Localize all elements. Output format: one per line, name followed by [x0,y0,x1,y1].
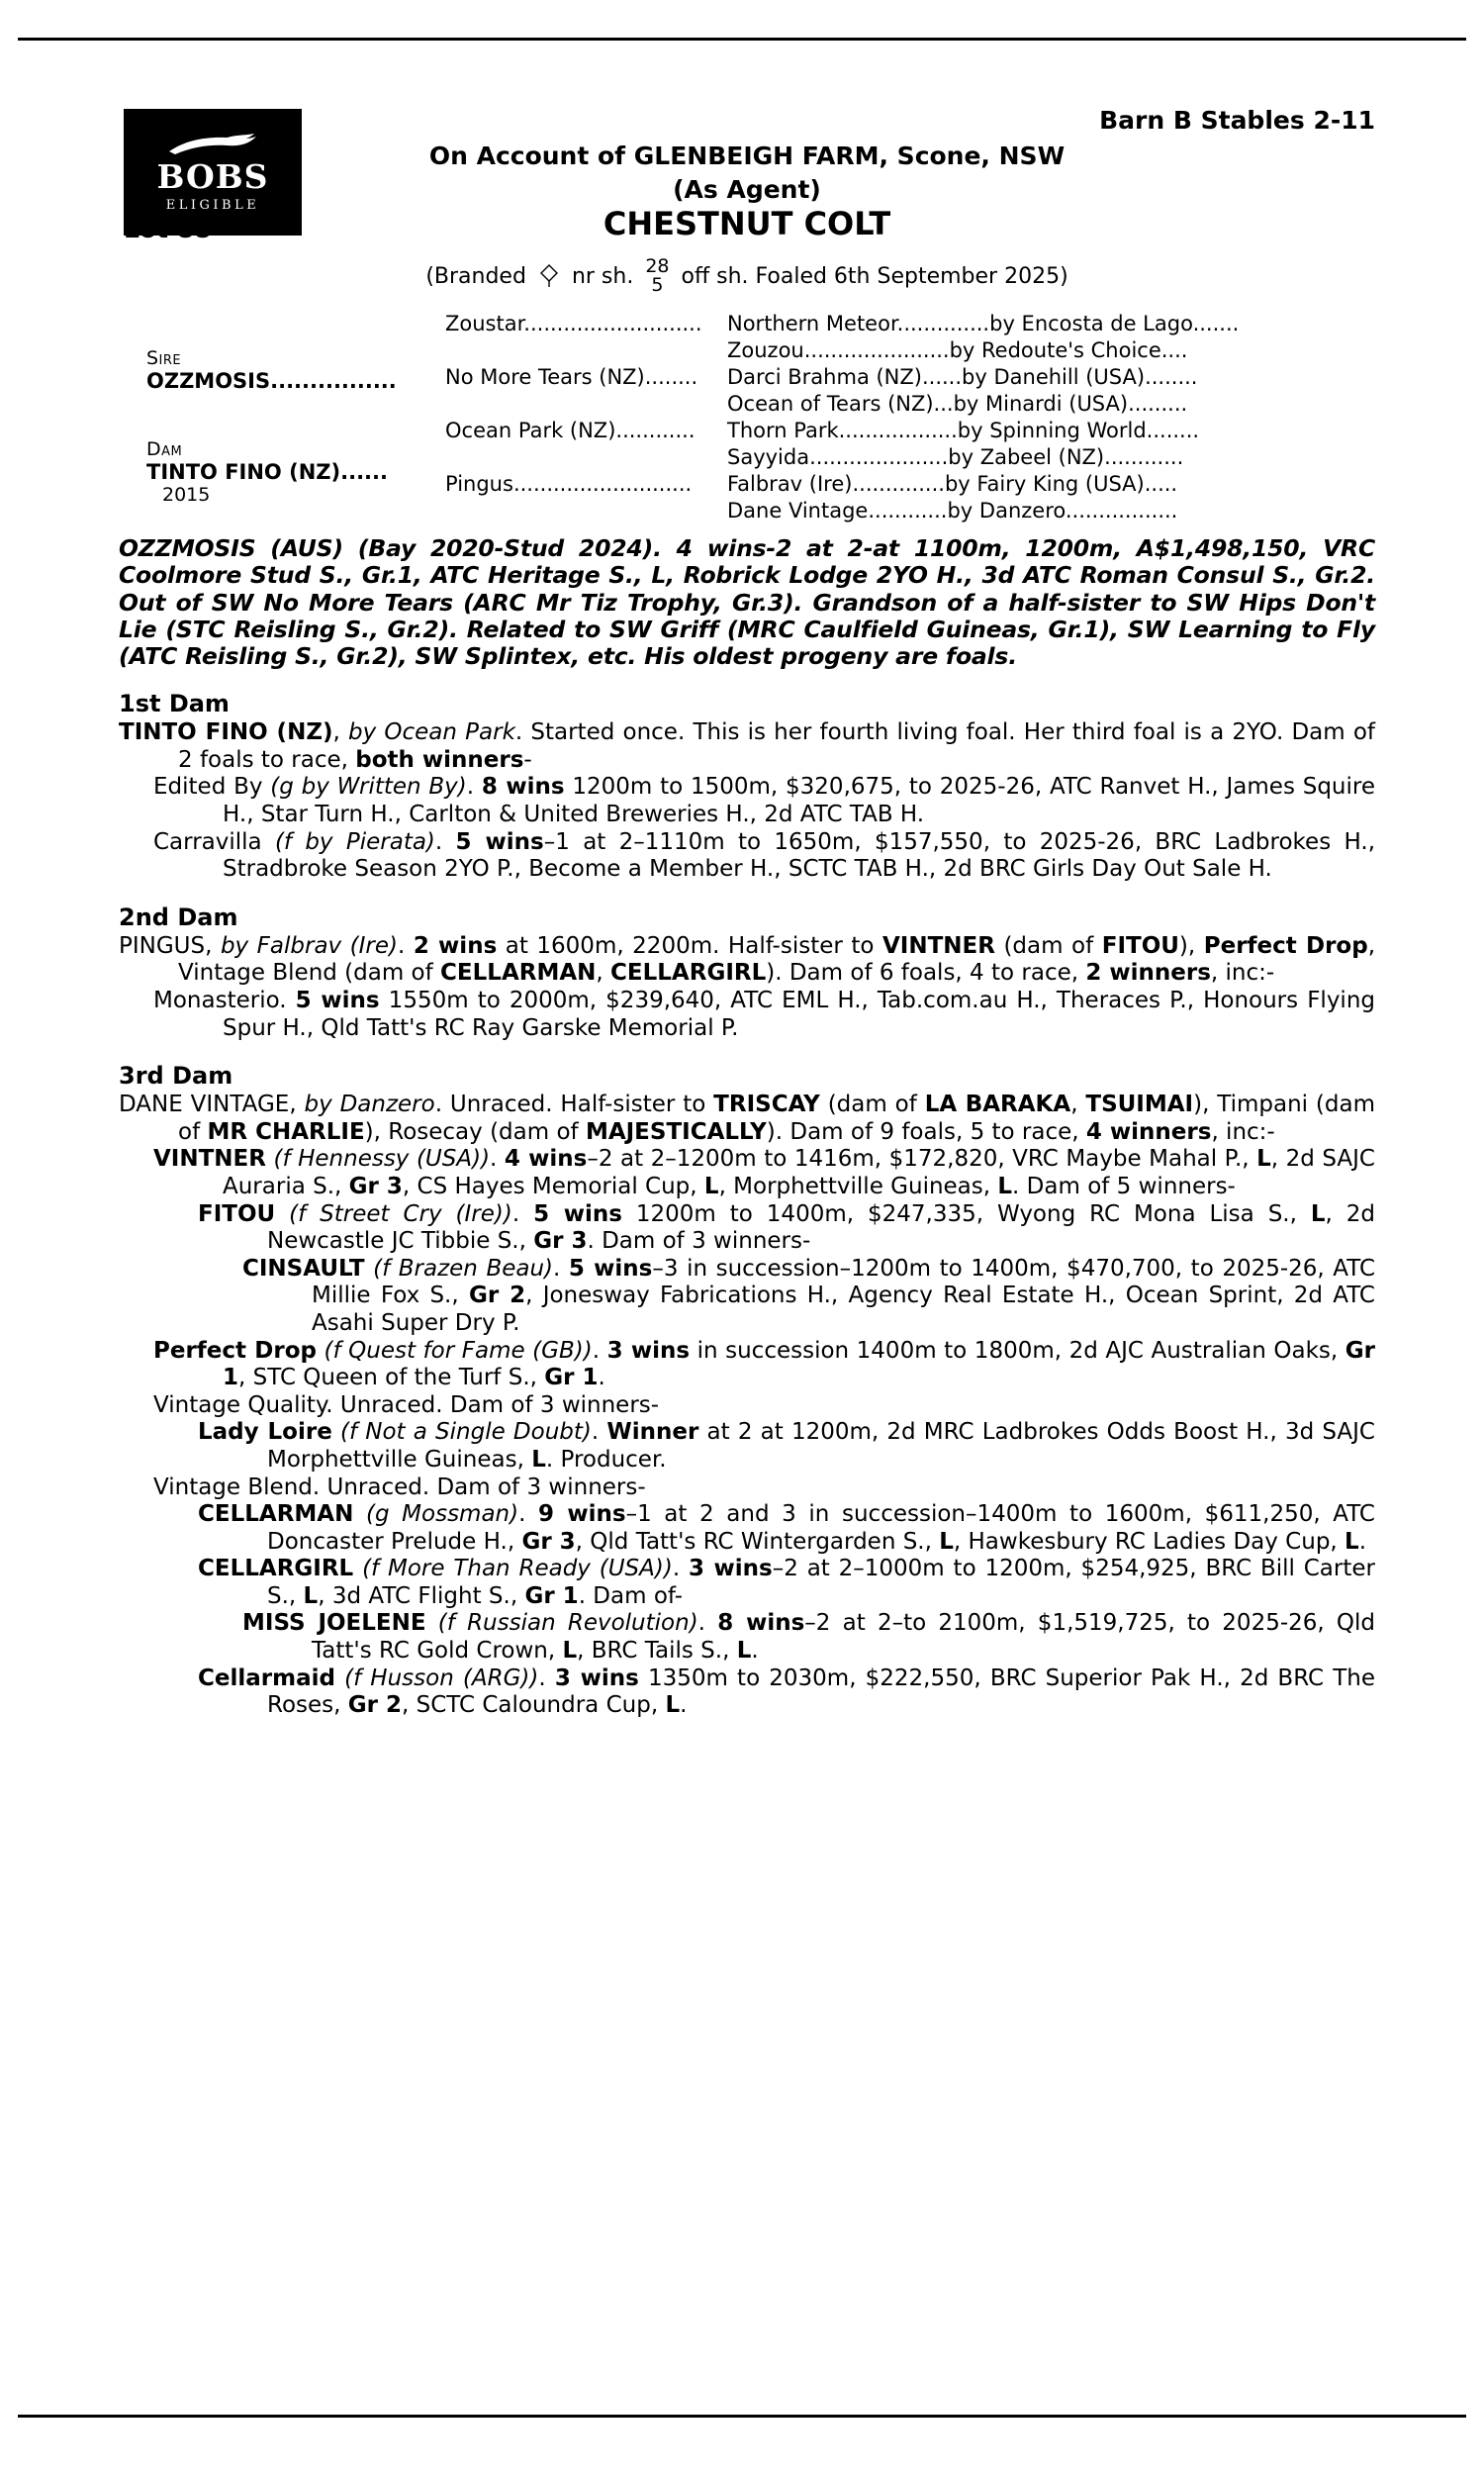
gg-by: by Spinning World [957,419,1147,442]
dots: ........ [1145,365,1198,389]
pedigree-col-parents [146,312,433,506]
dots: ..................... [809,445,949,469]
grandparent-name: Zoustar [445,312,524,335]
dots: ... [933,392,954,416]
gg-name: Ocean of Tears (NZ) [727,392,934,416]
dots: ................. [1065,499,1178,523]
sire-summary-paragraph: OZZMOSIS (AUS) (Bay 2020-Stud 2024). 4 wins-2 at 2-at 1100m, 1200m, A$1,498,150, VRC Coolmore Stud S., Gr.1, ATC Heritage S., L, Robrick Lodge 2YO H., 3d ATC Roman Consul S., Gr.2. Out of SW No More Tears (ARC Mr Tiz Trophy, Gr.3). Grandson of a half-sister to SW Hips Don't Lie (STC Reisling S., Gr.2). Related to SW Griff (MRC Caulfield Guineas, Gr.1), SW Learning to Fly (ATC Reisling S., Gr.2), SW Splintex, etc. His oldest progeny are foals. [119,534,1375,670]
dots: ....... [1192,312,1240,335]
grandparent-row [445,419,732,472]
greatgrandparent-row [727,499,1360,525]
gg-name: Thorn Park [727,419,839,442]
gg-name: Sayyida [727,445,810,469]
pedigree-entry: Vintage Quality. Unraced. Dam of 3 winners- [153,1391,660,1418]
dots: .... [1160,338,1188,362]
account-line: On Account of GLENBEIGH FARM, Scone, NSW [428,142,1066,170]
pedigree-sections [119,690,1375,1720]
dots: ........................... [512,472,693,496]
top-rule [18,38,1466,41]
page-header [119,94,1375,252]
branded-near-shoulder: nr sh. [571,264,634,289]
branded-suffix: off sh. Foaled 6th September 2025) [681,264,1068,289]
gg-by: by Zabeel (NZ) [948,445,1105,469]
pedigree-col-greatgrandparents [727,312,1360,525]
greatgrandparent-row [727,445,1360,472]
dots: ........ [644,365,698,389]
pedigree-entry: PINGUS, by Falbrav (Ire). 2 wins at 1600m, 2200m. Half-sister to VINTNER (dam of FITOU), Perfect Drop, Vintage Blend (dam of CELLARMAN, CELLARGIRL). Dam of 6 foals, 4 to race, 2 winners, inc:- [119,932,1375,987]
brand-number-top: 28 [645,255,670,277]
pedigree-table [119,312,1375,527]
gg-name: Dane Vintage [727,499,869,523]
pedigree-col-grandparents [445,312,732,525]
greatgrandparent-row [727,338,1360,365]
gg-by: by Danzero [947,499,1066,523]
colour-sex-title: CHESTNUT COLT [603,205,891,242]
pedigree-entry: CINSAULT (f Brazen Beau). 5 wins–3 in succession–1200m to 1400m, $470,700, to 2025-26, ATC Millie Fox S., Gr 2, Jonesway Fabrications H., Agency Real Estate H., Ocean Sprint, 2d ATC Asahi Super Dry P. [242,1255,1376,1336]
gg-name: Darci Brahma (NZ) [727,365,922,389]
pedigree-entry: CELLARGIRL (f More Than Ready (USA)). 3 wins–2 at 2–1000m to 1200m, $254,925, BRC Bill Carter S., L, 3d ATC Flight S., Gr 1. Dam of- [198,1556,1375,1609]
greatgrandparent-row [727,472,1360,499]
logo-sub-text: ELIGIBLE [165,197,260,213]
pedigree-entry: Monasterio. 5 wins 1550m to 2000m, $239,640, ATC EML H., Tab.com.au H., Theraces P., Honours Flying Spur H., Qld Tatt's RC Ray Garske Memorial P. [153,988,1375,1041]
dots: ........ [1146,419,1200,442]
sire-label: Sire [146,347,182,369]
dots: ............ [615,419,696,442]
pedigree-entry: TINTO FINO (NZ), by Ocean Park. Started once. This is her fourth living foal. Her third foal is a 2YO. Dam of 2 foals to race, both winners- [119,719,1375,773]
greatgrandparent-row [727,392,1360,419]
dots: ...................... [803,338,950,362]
sire-name: OZZMOSIS................ [146,369,397,393]
dots: ........................... [523,312,702,335]
brand-number-fraction [645,257,669,295]
branded-prefix: (Branded [425,264,526,289]
branded-line [119,255,1375,304]
dots: .............. [896,312,990,335]
greatgrandparent-row [727,365,1360,392]
pedigree-entry: Perfect Drop (f Quest for Fame (GB)). 3 wins in succession 1400m to 1800m, 2d AJC Australian Oaks, Gr 1, STC Queen of the Turf S., Gr 1. [153,1337,1376,1391]
dots: ............ [868,499,948,523]
bottom-rule [18,2415,1466,2418]
gg-by: by Danehill (USA) [962,365,1146,389]
dots: ...... [921,365,963,389]
pedigree-entry: DANE VINTAGE, by Danzero. Unraced. Half-sister to TRISCAY (dam of LA BARAKA, TSUIMAI), Timpani (dam of MR CHARLIE), Rosecay (dam of MAJESTICALLY). Dam of 9 foals, 5 to race, 4 winners, inc:- [119,1092,1376,1145]
pedigree-entry: Lady Loire (f Not a Single Doubt). Winner at 2 at 1200m, 2d MRC Ladbrokes Odds Boost H., 3d SAJC Morphettville Guineas, L. Producer. [198,1419,1375,1473]
brand-symbol-icon [537,263,561,289]
pedigree-entry: CELLARMAN (g Mossman). 9 wins–1 at 2 and 3 in succession–1400m to 1600m, $611,250, ATC Doncaster Prelude H., Gr 3, Qld Tatt's RC Wintergarden S., L, Hawkesbury RC Ladies Day Cup, L. [198,1501,1375,1555]
dots: ..... [1144,472,1178,496]
gg-by: by Fairy King (USA) [944,472,1145,496]
greatgrandparent-row [727,312,1360,338]
dots: ......... [1128,392,1188,416]
agent-line: (As Agent) [673,175,821,204]
grandparent-row [445,312,732,365]
grandparent-name: Pingus [445,472,513,496]
pedigree-entry: Cellarmaid (f Husson (ARG)). 3 wins 1350m to 2030m, $222,550, BRC Superior Pak H., 2d BRC The Roses, Gr 2, SCTC Caloundra Cup, L. [198,1665,1376,1719]
pedigree-entry: Carravilla (f by Pierata). 5 wins–1 at 2–1110m to 1650m, $157,550, to 2025-26, BRC Ladbrokes H., Stradbroke Season 2YO P., Become a Member H., SCTC TAB H., 2d BRC Girls Day Out Sale H. [153,828,1375,883]
dots: .............. [852,472,945,496]
gg-by: by Minardi (USA) [953,392,1129,416]
grandparent-name: Ocean Park (NZ) [445,419,616,442]
pedigree-entry: MISS JOELENE (f Russian Revolution). 8 wins–2 at 2–to 2100m, $1,519,725, to 2025-26, Qld Tatt's RC Gold Crown, L, BRC Tails S., L. [242,1610,1376,1665]
gg-name: Falbrav (Ire) [727,472,853,496]
gg-name: Zouzou [727,338,804,362]
dam-section-heading: 1st Dam [119,690,230,718]
dam-section-heading: 3rd Dam [119,1062,233,1091]
page-content [119,94,1375,1720]
pedigree-entry: Edited By (g by Written By). 8 wins 1200m to 1500m, $320,675, to 2025-26, ATC Ranvet H., James Squire H., Star Turn H., Carlton & United Breweries H., 2d ATC TAB H. [153,774,1375,828]
grandparent-row [445,365,732,419]
dam-name: TINTO FINO (NZ)...... [146,460,388,484]
gg-by: by Encosta de Lago [989,312,1193,335]
lot-number: Lot 88 [124,215,212,243]
pedigree-entry: Vintage Blend. Unraced. Dam of 3 winners- [153,1474,646,1500]
logo-main-text: BOBS [156,156,269,196]
greatgrandparent-row [727,419,1360,445]
dam-label: Dam [146,438,183,460]
pedigree-entry: VINTNER (f Hennessy (USA)). 4 wins–2 at 2–1200m to 1416m, $172,820, VRC Maybe Mahal P., L, 2d SAJC Auraria S., Gr 3, CS Hayes Memorial Cup, L, Morphettville Guineas, L. Dam of 5 winners- [153,1146,1375,1199]
grandparent-row [445,472,732,525]
barn-stable-label: Barn B Stables 2-11 [1099,106,1375,135]
pedigree-entry: FITOU (f Street Cry (Ire)). 5 wins 1200m to 1400m, $247,335, Wyong RC Mona Lisa S., L, 2d Newcastle JC Tibbie S., Gr 3. Dam of 3 winners- [198,1200,1375,1255]
brand-number-bottom: 5 [651,274,664,296]
dots: ............ [1104,445,1184,469]
dots: .................. [838,419,958,442]
gg-name: Northern Meteor [727,312,897,335]
dam-year: 2015 [162,484,211,506]
gg-by: by Redoute's Choice [949,338,1161,362]
grandparent-name: No More Tears (NZ) [445,365,645,389]
dam-section-heading: 2nd Dam [119,903,238,931]
